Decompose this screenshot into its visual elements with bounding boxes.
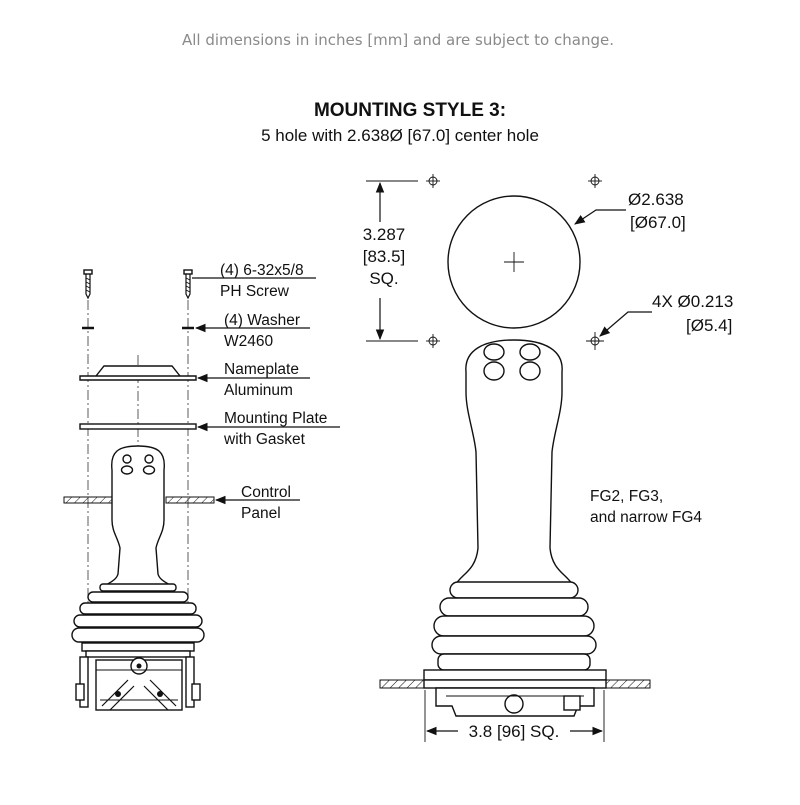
nameplate-part — [80, 366, 196, 380]
holes-dim-inches: 4X Ø0.213 — [652, 292, 734, 311]
screw-label-line1: (4) 6-32x5/8 — [220, 262, 304, 279]
button-front-4 — [520, 362, 540, 380]
center-dim-inches: Ø2.638 — [628, 190, 684, 209]
disclaimer-note: All dimensions in inches [mm] and are subject to change. — [182, 31, 614, 49]
screw-left — [84, 270, 92, 298]
plate-label-line1: Mounting Plate — [224, 410, 328, 427]
joystick-elevation — [380, 340, 650, 742]
panel-left-section — [64, 497, 112, 503]
button-side-1 — [123, 455, 131, 463]
plate-front — [424, 680, 606, 688]
panel-label-line1: Control — [241, 484, 291, 501]
washer-label-line2: W2460 — [224, 333, 274, 350]
diagram-title: MOUNTING STYLE 3: — [313, 100, 507, 121]
hole-top-left — [426, 174, 440, 188]
square-dim-sq: SQ. — [369, 269, 399, 288]
panel-front-right — [606, 680, 650, 688]
base-dim: 3.8 [96] SQ. — [468, 722, 560, 741]
hole-pattern-view — [363, 174, 734, 350]
boot-front — [432, 582, 596, 670]
models-line2: and narrow FG4 — [590, 509, 702, 526]
button-side-3 — [122, 466, 133, 474]
screw-right — [184, 270, 192, 298]
nameplate-label-line1: Nameplate — [224, 361, 299, 378]
exploded-side-view — [64, 262, 340, 710]
screw-label-line2: PH Screw — [220, 283, 289, 300]
handle-side — [104, 446, 172, 588]
mechanism-front-block — [564, 696, 580, 710]
holes-dim-mm: [Ø5.4] — [686, 316, 733, 335]
boot-side — [72, 584, 204, 642]
mechanism-side — [76, 643, 200, 710]
panel-right-section — [166, 497, 214, 503]
square-dim-mm: [83.5] — [362, 247, 406, 266]
hole-top-right — [588, 174, 602, 188]
panel-label-line2: Panel — [241, 505, 281, 522]
panel-front-left — [380, 680, 424, 688]
button-front-2 — [520, 344, 540, 360]
handle-front — [456, 340, 572, 584]
button-front-1 — [484, 344, 504, 360]
square-dim-inches: 3.287 — [362, 225, 406, 244]
mechanism-front-pivot — [505, 695, 523, 713]
center-dim-mm: [Ø67.0] — [630, 213, 686, 232]
center-hole-leader — [575, 210, 626, 224]
models-line1: FG2, FG3, — [590, 488, 664, 505]
plate-label-line2: with Gasket — [224, 431, 305, 448]
hole-bottom-left — [426, 334, 440, 348]
diagram-subtitle: 5 hole with 2.638Ø [67.0] center hole — [261, 126, 539, 145]
nameplate-front — [424, 670, 606, 680]
mounting-plate-part — [80, 424, 196, 429]
holes-leader — [600, 312, 652, 336]
button-side-2 — [145, 455, 153, 463]
button-side-4 — [144, 466, 155, 474]
button-front-3 — [484, 362, 504, 380]
washer-label-line1: (4) Washer — [224, 312, 301, 329]
nameplate-label-line2: Aluminum — [224, 382, 293, 399]
